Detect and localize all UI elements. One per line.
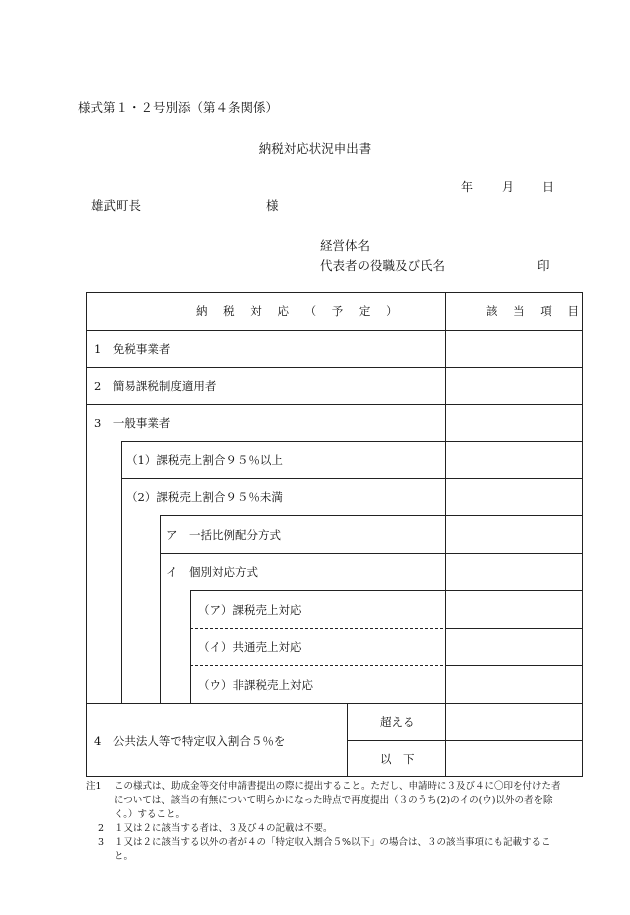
note-3 [86,836,566,864]
page-title: 納税対応状況申出書 [258,141,372,156]
note-1 [86,780,566,822]
date-year-label: 年 [461,180,474,194]
row-general-business: 3 一般事業者 [94,416,171,430]
table-header-tax-handling: 納 税 対 応 （ 予 定 ） [196,304,404,318]
note-1-number: 注1 [86,781,102,792]
note-2-text: １又は２に該当する者は、３及び４の記載は不要。 [114,823,333,834]
note-2-number: 2 [98,823,105,834]
seal-mark: 印 [537,258,550,273]
form-id: 様式第１・２号別添（第４条関係） [78,100,279,115]
note-3-text: １又は２に該当する以外の者が４の「特定収入割合５%以下」の場合は、３の該当事項にも記載すること。 [114,837,551,862]
row-lump-sum-method: ア 一括比例配分方式 [166,528,281,542]
row-individual-method: イ 個別対応方式 [166,565,258,579]
business-name-label: 経営体名 [320,238,371,253]
row-simplified-taxation: 2 簡易課税制度適用者 [94,379,217,393]
representative-label: 代表者の役職及び氏名 [320,258,446,273]
date-month-label: 月 [502,180,515,194]
addressee: 雄武町長 [91,198,142,213]
row-taxable-sales: （ア）課税売上対応 [198,603,302,617]
table-header-applicable: 該 当 項 目 [486,304,585,318]
row-taxable-ratio-over-95: （1）課税売上割合９５％以上 [126,453,283,467]
note-3-number: 3 [98,837,105,848]
row-tax-exempt: 1 免税事業者 [94,342,171,356]
row-common-sales: （イ）共通売上対応 [198,640,302,654]
date-day-label: 日 [542,180,555,194]
row-taxable-ratio-under-95: （2）課税売上割合９５％未満 [126,490,283,504]
row-public-corporation: 4 公共法人等で特定収入割合５％を [94,734,286,748]
honorific: 様 [266,198,279,213]
row-public-corporation-under: 以 下 [380,752,415,766]
notes [86,780,566,864]
note-2 [86,822,566,836]
row-public-corporation-over: 超える [380,715,415,729]
note-1-text: この様式は、助成金等交付申請書提出の際に提出すること。ただし、申請時に３及び４に〇印を付けた者については、該当の有無について明らかになった時点で再度提出（３のうち(2)のイの(ウ)以外の者を除く。）すること。 [114,781,561,820]
row-non-taxable-sales: （ウ）非課税売上対応 [198,678,313,692]
